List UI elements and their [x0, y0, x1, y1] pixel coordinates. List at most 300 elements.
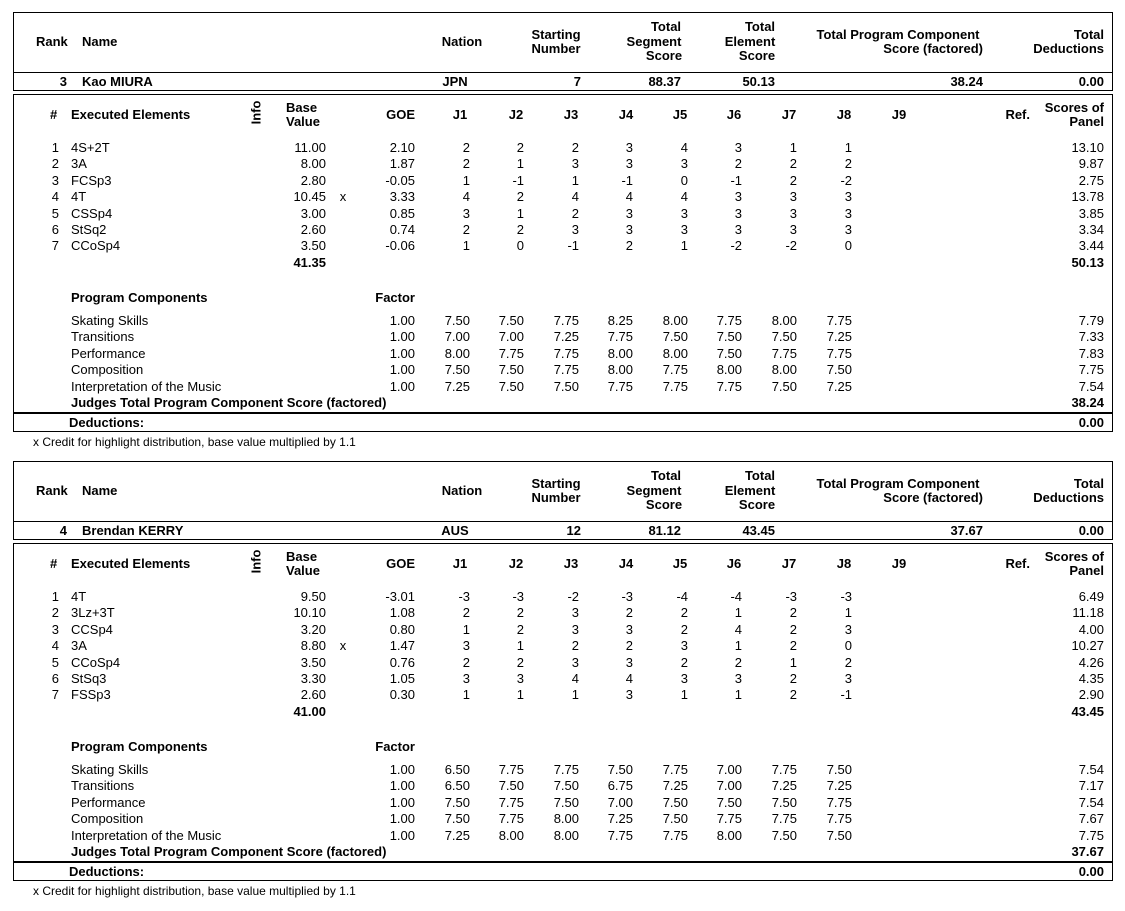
element-base-value: 10.45 — [293, 189, 326, 205]
deductions-value: 0.00 — [1078, 523, 1104, 538]
element-judge-score: 4 — [462, 189, 470, 205]
element-judge-score: 3 — [625, 222, 633, 237]
component-factor: 1.00 — [389, 794, 415, 810]
element-judge-score: 2 — [625, 238, 633, 254]
name-label: Name — [82, 483, 118, 498]
element-judge-score: 2 — [516, 654, 524, 670]
element-judge-score: 2 — [789, 172, 797, 188]
element-number: 4 — [51, 189, 59, 205]
element-judge-score: 3 — [625, 205, 633, 221]
component-name: Interpretation of the Music — [71, 827, 222, 843]
nation-value: JPN — [442, 74, 468, 89]
element-number: 4 — [51, 638, 59, 654]
element-code: CCoSp4 — [71, 654, 121, 670]
component-judge-score: 7.50 — [771, 827, 797, 843]
skater-name: Brendan KERRY — [82, 523, 184, 538]
element-judge-score: 4 — [625, 671, 633, 686]
component-judge-score: 7.75 — [716, 378, 742, 394]
col-judge-label: J8 — [836, 107, 852, 122]
component-judge-score: 7.25 — [826, 778, 852, 794]
element-judge-score: 3 — [734, 222, 742, 237]
element-judge-score: -2 — [785, 238, 797, 254]
tss-label: Total — [650, 19, 682, 34]
element-judge-score: 2 — [789, 638, 797, 654]
element-judge-score: 2 — [571, 205, 579, 221]
component-judge-score: 7.75 — [716, 811, 742, 827]
component-judge-score: 7.75 — [662, 827, 688, 843]
element-code: CSSp4 — [71, 205, 113, 221]
skater-name: Kao MIURA — [82, 74, 153, 89]
pcs-label: Score (factored) — [883, 490, 983, 505]
component-judge-score: 7.75 — [607, 329, 633, 345]
component-judge-score: 7.50 — [662, 329, 688, 345]
element-judge-score: 3 — [462, 205, 470, 221]
element-number: 1 — [51, 140, 59, 155]
element-judge-score: 3 — [571, 156, 579, 172]
element-judge-score: -1 — [567, 238, 579, 254]
element-goe: 1.08 — [389, 605, 415, 621]
element-judge-score: 1 — [516, 638, 524, 654]
element-judge-score: 2 — [462, 654, 470, 670]
component-panel-score: 7.33 — [1078, 329, 1104, 345]
component-name: Transitions — [71, 778, 135, 794]
element-bonus-mark: x — [339, 638, 347, 654]
element-judge-score: 1 — [844, 140, 852, 155]
element-judge-score: 2 — [571, 638, 579, 654]
element-panel-score: 4.00 — [1078, 621, 1104, 637]
element-base-value: 3.00 — [300, 205, 326, 221]
tes-label: Score — [738, 497, 776, 512]
col-judge-label: J6 — [726, 107, 742, 122]
element-panel-score: 9.87 — [1078, 156, 1104, 172]
element-panel-score: 4.35 — [1078, 671, 1104, 686]
component-judge-score: 7.75 — [826, 794, 852, 810]
component-judge-score: 7.50 — [553, 778, 579, 794]
col-panel-label: Panel — [1069, 114, 1104, 129]
element-code: 3A — [71, 638, 87, 654]
element-judge-score: 1 — [516, 687, 524, 703]
component-factor: 1.00 — [389, 362, 415, 378]
col-panel-label: Scores of — [1044, 100, 1104, 115]
component-factor: 1.00 — [389, 329, 415, 345]
col-judge-label: J1 — [452, 556, 468, 571]
component-judge-score: 7.25 — [444, 827, 470, 843]
component-panel-score: 7.83 — [1078, 345, 1104, 361]
element-panel-score: 3.34 — [1078, 222, 1104, 237]
component-judge-score: 8.00 — [771, 362, 797, 378]
element-judge-score: 1 — [680, 238, 688, 254]
element-number: 6 — [51, 671, 59, 686]
element-number: 2 — [51, 605, 59, 621]
element-number: 6 — [51, 222, 59, 237]
col-judge-label: J7 — [781, 556, 797, 571]
component-judge-score: 7.00 — [716, 778, 742, 794]
element-judge-score: 3 — [680, 205, 688, 221]
component-judge-score: 7.50 — [498, 778, 524, 794]
component-name: Composition — [71, 362, 144, 378]
deductions-value: 0.00 — [1078, 74, 1104, 89]
rank-label: Rank — [36, 34, 68, 49]
element-panel-score: 13.78 — [1071, 189, 1104, 205]
element-judge-score: 3 — [516, 671, 524, 686]
col-info-label: Info — [248, 549, 264, 574]
component-judge-score: 7.75 — [553, 345, 579, 361]
element-goe: -0.05 — [385, 172, 415, 188]
component-judge-score: 8.00 — [607, 345, 633, 361]
element-judge-score: 3 — [844, 205, 852, 221]
component-judge-score: 7.50 — [553, 794, 579, 810]
element-code: 3Lz+3T — [71, 605, 115, 621]
element-judge-score: 1 — [462, 238, 470, 254]
element-code: 4T — [71, 189, 87, 205]
element-judge-score: 2 — [516, 605, 524, 621]
component-judge-score: 7.75 — [498, 811, 524, 827]
component-judge-score: 8.00 — [607, 362, 633, 378]
footnote: x Credit for highlight distribution, base value multiplied by 1.1 — [33, 435, 356, 449]
program-components-label: Program Components — [71, 739, 208, 754]
element-judge-score: 3 — [680, 156, 688, 172]
component-judge-score: 7.75 — [662, 378, 688, 394]
element-judge-score: 2 — [789, 671, 797, 686]
element-judge-score: 2 — [680, 605, 688, 621]
component-name: Skating Skills — [71, 762, 149, 777]
component-name: Interpretation of the Music — [71, 378, 222, 394]
element-goe: 0.74 — [389, 222, 415, 237]
component-judge-score: 7.75 — [553, 762, 579, 777]
element-judge-score: 3 — [680, 222, 688, 237]
element-judge-score: 4 — [680, 140, 688, 155]
element-judge-score: 2 — [571, 140, 579, 155]
component-judge-score: 6.50 — [444, 762, 470, 777]
col-num-label: # — [50, 107, 58, 122]
component-panel-score: 7.54 — [1078, 762, 1104, 777]
component-judge-score: 7.50 — [444, 794, 470, 810]
col-judge-label: J9 — [891, 107, 907, 122]
deductions-row-value: 0.00 — [1078, 415, 1104, 430]
component-judge-score: 6.75 — [607, 778, 633, 794]
element-judge-score: 3 — [789, 205, 797, 221]
element-base-value: 2.60 — [300, 222, 326, 237]
component-factor: 1.00 — [389, 811, 415, 827]
pcs-value: 37.67 — [950, 523, 983, 538]
program-components-label: Program Components — [71, 290, 208, 305]
pcs-total: 38.24 — [1071, 395, 1104, 410]
starting-number-label: Number — [531, 490, 581, 505]
element-judge-score: 3 — [844, 621, 852, 637]
element-judge-score: -3 — [621, 589, 633, 604]
tes-label: Element — [724, 483, 776, 498]
tes-value: 43.45 — [742, 523, 775, 538]
col-goe-label: GOE — [386, 107, 415, 122]
element-judge-score: -3 — [840, 589, 852, 604]
component-judge-score: 7.75 — [771, 345, 797, 361]
col-panel-label: Scores of — [1044, 549, 1104, 564]
component-judge-score: 8.00 — [498, 827, 524, 843]
element-judge-score: -4 — [730, 589, 742, 604]
component-judge-score: 7.50 — [498, 313, 524, 328]
element-judge-score: 2 — [844, 156, 852, 172]
skater-section — [0, 12, 1125, 462]
element-panel-score: 3.44 — [1078, 238, 1104, 254]
nation-label: Nation — [441, 483, 483, 498]
judges-total-label: Judges Total Program Component Score (factored) — [71, 844, 387, 859]
col-judge-label: J4 — [618, 107, 634, 122]
component-panel-score: 7.17 — [1078, 778, 1104, 794]
element-goe: 0.80 — [389, 621, 415, 637]
component-judge-score: 7.00 — [444, 329, 470, 345]
component-name: Skating Skills — [71, 313, 149, 328]
element-base-value: 3.50 — [300, 654, 326, 670]
tss-label: Score — [645, 48, 683, 63]
starting-number-label: Starting — [531, 27, 581, 42]
component-judge-score: 7.50 — [553, 378, 579, 394]
col-num-label: # — [50, 556, 58, 571]
element-judge-score: -1 — [730, 172, 742, 188]
factor-label: Factor — [375, 290, 415, 305]
header-divider — [13, 72, 1113, 73]
deductions-row-value: 0.00 — [1078, 864, 1104, 879]
element-base-value: 8.00 — [300, 156, 326, 172]
component-judge-score: 7.50 — [716, 329, 742, 345]
component-judge-score: 7.75 — [498, 762, 524, 777]
component-judge-score: 7.75 — [826, 811, 852, 827]
component-judge-score: 7.50 — [498, 378, 524, 394]
element-judge-score: -1 — [512, 172, 524, 188]
element-base-value: 3.20 — [300, 621, 326, 637]
component-judge-score: 7.75 — [771, 762, 797, 777]
component-judge-score: 7.75 — [607, 827, 633, 843]
element-judge-score: 3 — [571, 621, 579, 637]
name-label: Name — [82, 34, 118, 49]
judges-total-label: Judges Total Program Component Score (factored) — [71, 395, 387, 410]
element-panel-score: 2.75 — [1078, 172, 1104, 188]
element-judge-score: 1 — [734, 687, 742, 703]
element-judge-score: -3 — [458, 589, 470, 604]
element-code: FCSp3 — [71, 172, 112, 188]
element-judge-score: 2 — [462, 222, 470, 237]
tes-total: 43.45 — [1071, 703, 1104, 719]
element-judge-score: 1 — [516, 156, 524, 172]
deductions-box — [13, 861, 1113, 881]
element-judge-score: 2 — [734, 654, 742, 670]
component-panel-score: 7.54 — [1078, 378, 1104, 394]
col-judge-label: J7 — [781, 107, 797, 122]
component-judge-score: 7.50 — [444, 811, 470, 827]
component-judge-score: 7.50 — [826, 762, 852, 777]
element-base-value: 11.00 — [294, 140, 326, 155]
tss-label: Segment — [626, 483, 682, 498]
component-judge-score: 7.50 — [771, 378, 797, 394]
element-code: 4T — [71, 589, 87, 604]
element-judge-score: 3 — [680, 671, 688, 686]
component-judge-score: 7.00 — [716, 762, 742, 777]
element-judge-score: 1 — [680, 687, 688, 703]
element-code: StSq2 — [71, 222, 107, 237]
element-number: 5 — [51, 654, 59, 670]
element-judge-score: 4 — [625, 189, 633, 205]
element-code: FSSp3 — [71, 687, 111, 703]
element-judge-score: 2 — [734, 156, 742, 172]
element-judge-score: 2 — [789, 687, 797, 703]
deductions-label: Total — [1073, 476, 1104, 491]
component-judge-score: 7.00 — [607, 794, 633, 810]
element-judge-score: 3 — [734, 140, 742, 155]
tss-label: Segment — [626, 34, 682, 49]
component-judge-score: 7.75 — [607, 378, 633, 394]
component-judge-score: 6.50 — [444, 778, 470, 794]
element-judge-score: 4 — [571, 671, 579, 686]
pcs-total: 37.67 — [1071, 844, 1104, 859]
element-panel-score: 13.10 — [1071, 140, 1104, 155]
element-judge-score: 3 — [625, 140, 633, 155]
component-judge-score: 7.50 — [662, 811, 688, 827]
component-factor: 1.00 — [389, 345, 415, 361]
element-judge-score: 1 — [462, 687, 470, 703]
component-judge-score: 8.00 — [716, 827, 742, 843]
component-judge-score: 7.50 — [826, 827, 852, 843]
element-base-value: 8.80 — [300, 638, 326, 654]
element-judge-score: 3 — [734, 671, 742, 686]
element-judge-score: 3 — [844, 222, 852, 237]
element-judge-score: 3 — [734, 205, 742, 221]
component-judge-score: 7.75 — [553, 313, 579, 328]
element-judge-score: 2 — [516, 189, 524, 205]
rank-value: 3 — [59, 74, 67, 89]
element-judge-score: 3 — [571, 605, 579, 621]
col-judge-label: J6 — [726, 556, 742, 571]
header-divider — [13, 521, 1113, 522]
element-base-value: 2.60 — [300, 687, 326, 703]
pcs-label: Total Program Component — [816, 476, 980, 491]
component-judge-score: 7.25 — [826, 329, 852, 345]
factor-label: Factor — [375, 739, 415, 754]
element-number: 2 — [51, 156, 59, 172]
element-judge-score: 3 — [571, 222, 579, 237]
component-judge-score: 7.50 — [771, 329, 797, 345]
component-judge-score: 7.25 — [553, 329, 579, 345]
tes-label: Total — [744, 468, 776, 483]
tes-value: 50.13 — [742, 74, 775, 89]
component-name: Performance — [71, 794, 146, 810]
element-judge-score: 3 — [462, 671, 470, 686]
element-judge-score: 0 — [680, 172, 688, 188]
component-judge-score: 8.00 — [553, 811, 579, 827]
element-judge-score: -2 — [840, 172, 852, 188]
element-judge-score: 3 — [571, 654, 579, 670]
tes-label: Element — [724, 34, 776, 49]
element-judge-score: 2 — [516, 140, 524, 155]
col-judge-label: J5 — [672, 107, 688, 122]
component-judge-score: 7.75 — [553, 362, 579, 378]
element-judge-score: 3 — [625, 687, 633, 703]
element-goe: -3.01 — [385, 589, 415, 604]
element-panel-score: 11.18 — [1072, 605, 1104, 621]
pcs-label: Total Program Component — [816, 27, 980, 42]
starting-number-value: 7 — [573, 74, 581, 89]
col-judge-label: J5 — [672, 556, 688, 571]
element-panel-score: 3.85 — [1078, 205, 1104, 221]
element-judge-score: 3 — [789, 222, 797, 237]
component-judge-score: 7.75 — [826, 345, 852, 361]
element-judge-score: 2 — [625, 605, 633, 621]
component-judge-score: 8.00 — [662, 345, 688, 361]
deductions-row-label: Deductions: — [69, 864, 145, 879]
component-judge-score: 7.25 — [444, 378, 470, 394]
element-judge-score: 3 — [680, 638, 688, 654]
col-ref-label: Ref. — [1005, 556, 1030, 571]
element-judge-score: 3 — [734, 189, 742, 205]
element-judge-score: 2 — [516, 222, 524, 237]
element-number: 7 — [51, 238, 59, 254]
element-goe: 0.30 — [389, 687, 415, 703]
component-judge-score: 7.50 — [826, 362, 852, 378]
element-judge-score: 0 — [516, 238, 524, 254]
element-code: 3A — [71, 156, 87, 172]
col-base-label: Base — [286, 100, 318, 115]
rank-value: 4 — [59, 523, 67, 538]
col-judge-label: J3 — [563, 556, 579, 571]
element-judge-score: 1 — [844, 605, 852, 621]
component-panel-score: 7.79 — [1078, 313, 1104, 328]
col-ref-label: Ref. — [1005, 107, 1030, 122]
element-judge-score: 1 — [571, 687, 579, 703]
rank-label: Rank — [36, 483, 68, 498]
col-judge-label: J2 — [508, 107, 524, 122]
col-judge-label: J3 — [563, 107, 579, 122]
component-panel-score: 7.75 — [1078, 827, 1104, 843]
element-panel-score: 2.90 — [1078, 687, 1104, 703]
element-base-value: 3.50 — [300, 238, 326, 254]
col-base-label: Value — [286, 114, 320, 129]
element-judge-score: 2 — [625, 638, 633, 654]
component-judge-score: 7.50 — [498, 362, 524, 378]
element-judge-score: 2 — [680, 621, 688, 637]
component-factor: 1.00 — [389, 827, 415, 843]
component-judge-score: 7.50 — [771, 794, 797, 810]
element-judge-score: 1 — [734, 638, 742, 654]
element-goe: 1.05 — [389, 671, 415, 686]
component-judge-score: 7.50 — [716, 345, 742, 361]
starting-number-label: Starting — [531, 476, 581, 491]
element-judge-score: 2 — [462, 605, 470, 621]
tss-value: 88.37 — [648, 74, 681, 89]
element-judge-score: 0 — [844, 638, 852, 654]
component-judge-score: 8.00 — [771, 313, 797, 328]
element-judge-score: 1 — [462, 621, 470, 637]
col-base-label: Base — [286, 549, 318, 564]
component-judge-score: 7.50 — [716, 794, 742, 810]
component-panel-score: 7.67 — [1078, 811, 1104, 827]
component-panel-score: 7.75 — [1078, 362, 1104, 378]
element-judge-score: 1 — [516, 205, 524, 221]
col-judge-label: J9 — [891, 556, 907, 571]
element-judge-score: 0 — [844, 238, 852, 254]
component-factor: 1.00 — [389, 378, 415, 394]
element-number: 5 — [51, 205, 59, 221]
col-base-label: Value — [286, 563, 320, 578]
component-judge-score: 7.75 — [771, 811, 797, 827]
col-panel-label: Panel — [1069, 563, 1104, 578]
base-value-total: 41.35 — [293, 254, 326, 270]
nation-value: AUS — [441, 523, 469, 538]
component-judge-score: 7.25 — [607, 811, 633, 827]
element-judge-score: 2 — [462, 156, 470, 172]
element-bonus-mark: x — [339, 189, 347, 205]
nation-label: Nation — [441, 34, 483, 49]
component-judge-score: 7.00 — [498, 329, 524, 345]
element-judge-score: -3 — [512, 589, 524, 604]
element-base-value: 2.80 — [300, 172, 326, 188]
